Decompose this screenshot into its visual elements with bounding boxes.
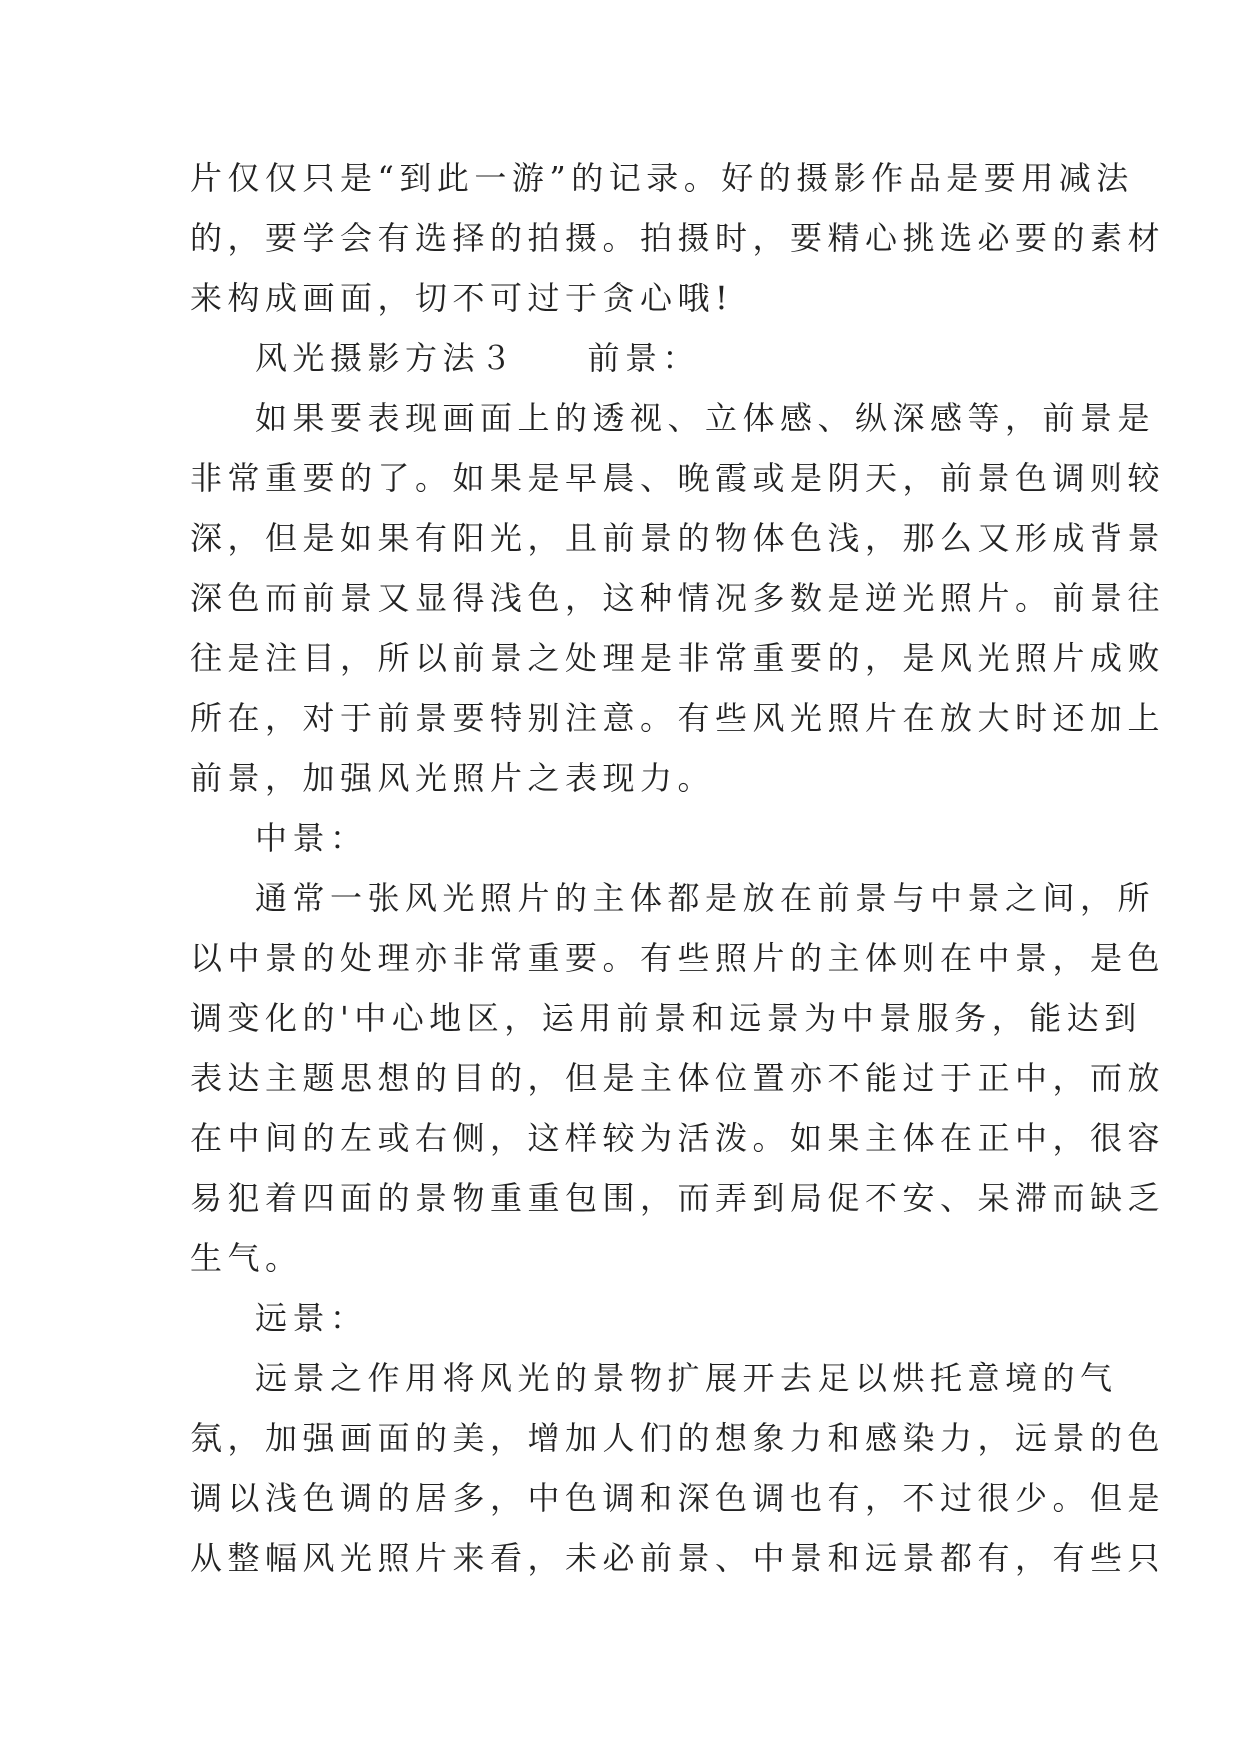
subsection-label: 中景： — [255, 819, 368, 857]
subsection-label: 远景： — [255, 1299, 368, 1337]
body-text-line: 的，要学会有选择的拍摄。拍摄时，要精心挑选必要的素材 — [190, 219, 1166, 257]
body-text-line: 在中间的左或右侧，这样较为活泼。如果主体在正中，很容 — [190, 1119, 1166, 1157]
body-text-line: 氛，加强画面的美，增加人们的想象力和感染力，远景的色 — [190, 1419, 1166, 1457]
body-text-line: 片仅仅只是“到此一游”的记录。好的摄影作品是要用减法 — [190, 159, 1134, 197]
body-text-line: 生气。 — [190, 1239, 303, 1277]
body-text-line: 易犯着四面的景物重重包围，而弄到局促不安、呆滞而缺乏 — [190, 1179, 1166, 1217]
body-text-line: 调变化的'中心地区，运用前景和远景为中景服务，能达到 — [190, 999, 1142, 1037]
paragraph-first-line: 远景之作用将风光的景物扩展开去足以烘托意境的气 — [255, 1359, 1118, 1397]
body-text-line: 前景，加强风光照片之表现力。 — [190, 759, 716, 797]
body-text-line: 来构成画面，切不可过于贪心哦! — [190, 279, 734, 317]
body-text-line: 所在，对于前景要特别注意。有些风光照片在放大时还加上 — [190, 699, 1166, 737]
paragraph-first-line: 通常一张风光照片的主体都是放在前景与中景之间，所 — [255, 879, 1156, 917]
section-heading — [255, 338, 700, 378]
paragraph-first-line: 如果要表现画面上的透视、立体感、纵深感等，前景是 — [255, 399, 1156, 437]
body-text-line: 表达主题思想的目的，但是主体位置亦不能过于正中，而放 — [190, 1059, 1166, 1097]
body-text-line: 从整幅风光照片来看，未必前景、中景和远景都有，有些只 — [190, 1539, 1166, 1577]
section-title: 风光摄影方法３ — [255, 339, 518, 377]
body-text-line: 非常重要的了。如果是早晨、晚霞或是阴天，前景色调则较 — [190, 459, 1166, 497]
body-text-line: 以中景的处理亦非常重要。有些照片的主体则在中景，是色 — [190, 939, 1166, 977]
body-text-line: 深色而前景又显得浅色，这种情况多数是逆光照片。前景往 — [190, 579, 1166, 617]
body-text-line: 深，但是如果有阳光，且前景的物体色浅，那么又形成背景 — [190, 519, 1166, 557]
subsection-label: 前景： — [587, 339, 701, 377]
body-text-line: 往是注目，所以前景之处理是非常重要的，是风光照片成败 — [190, 639, 1166, 677]
body-text-line: 调以浅色调的居多，中色调和深色调也有，不过很少。但是 — [190, 1479, 1166, 1517]
